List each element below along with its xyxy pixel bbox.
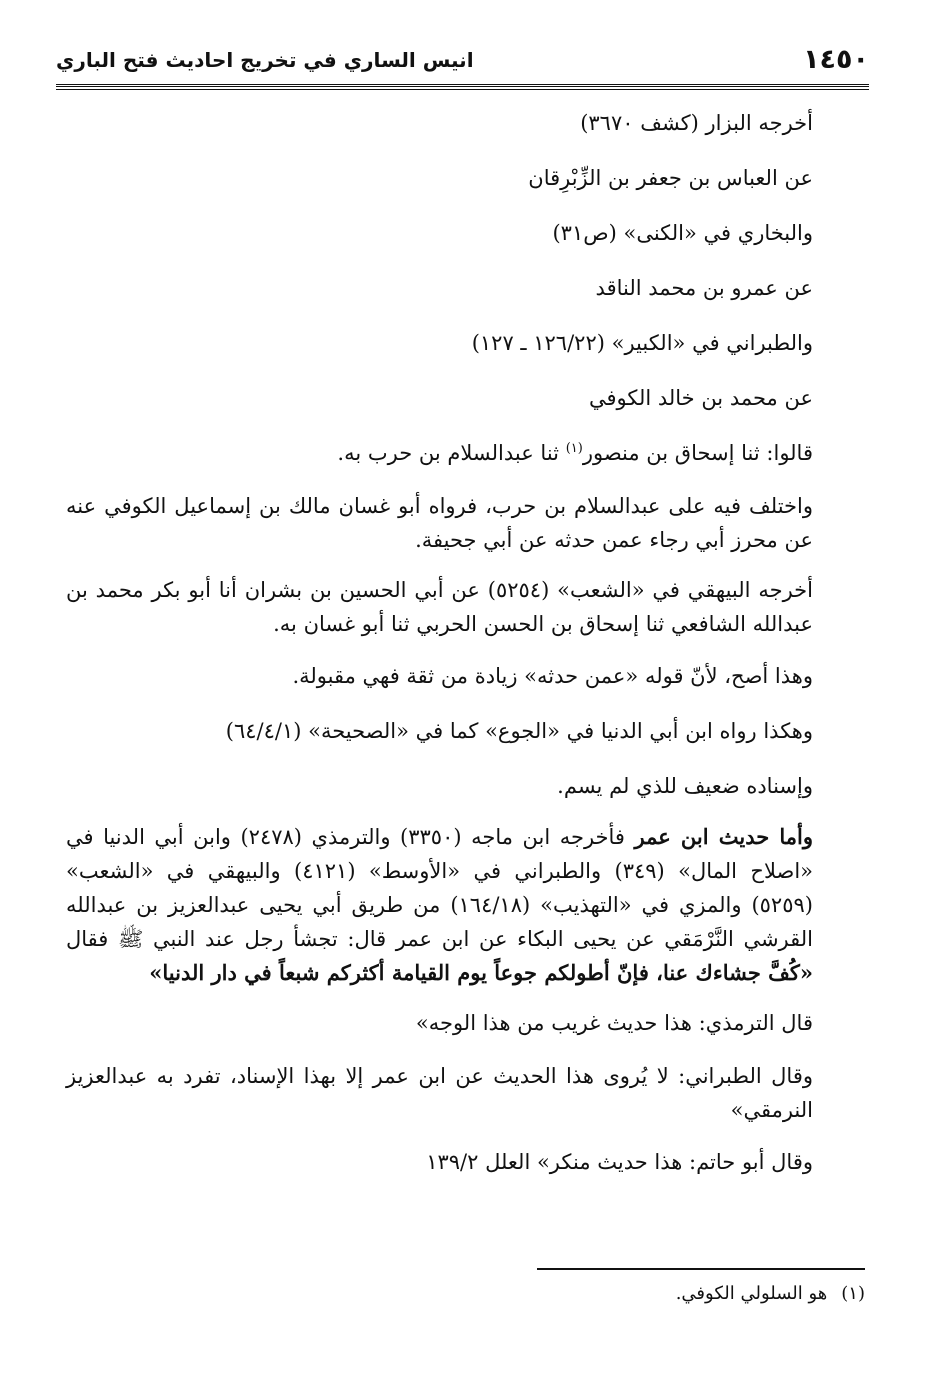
paragraph-bayhaqi: أخرجه البيهقي في «الشعب» (٥٢٥٤) عن أبي الحسين بن بشران أنا أبو بكر محمد بن عبدالله الشافعي ثنا إسحاق بن الحسن الحربي ثنا أبو غسان به. xyxy=(66,578,813,636)
footnote-number: (١) xyxy=(841,1283,865,1304)
paragraph-ibn-umar xyxy=(66,814,865,996)
hadith-intro: وأما حديث ابن عمر xyxy=(634,824,813,849)
text-line: قال الترمذي: هذا حديث غريب من هذا الوجه» xyxy=(415,1011,813,1035)
hadith-matn: «كُفَّ جشاءك عنا، فإنّ أطولكم جوعاً يوم القيامة أكثركم شبعاً في دار الدنيا» xyxy=(149,960,813,985)
text-line: والطبراني في «الكبير» (١٢٦/٢٢ ـ ١٢٧) xyxy=(471,331,813,355)
page-header xyxy=(56,40,869,84)
qalu-line xyxy=(66,426,865,481)
text-line: وهذا أصح، لأنّ قوله «عمن حدثه» زيادة من ثقة فهي مقبولة. xyxy=(292,664,813,688)
page-number: ١٤٥٠ xyxy=(803,44,869,75)
paragraph-tabarani: وقال الطبراني: لا يُروى هذا الحديث عن ابن عمر إلا بهذا الإسناد، تفرد به عبدالعزيز النرمقي» xyxy=(66,1064,813,1122)
header-divider xyxy=(56,84,869,90)
text-line: عن عمرو بن محمد الناقد xyxy=(595,276,813,300)
footnote-divider xyxy=(537,1268,865,1270)
footnote-text: هو السلولي الكوفي. xyxy=(675,1283,828,1304)
text-line: والبخاري في «الكنى» (ص٣١) xyxy=(552,221,813,245)
text-line: عن محمد بن خالد الكوفي xyxy=(588,386,813,410)
text-line: عن العباس بن جعفر بن الزِّبْرِقان xyxy=(528,166,813,190)
text-line: وهكذا رواه ابن أبي الدنيا في «الجوع» كما في «الصحيحة» (٦٤/٤/١) xyxy=(225,719,813,743)
qalu-text: قالوا: ثنا إسحاق بن منصور xyxy=(582,441,813,465)
hadith-takhrij: فأخرجه ابن ماجه (٣٣٥٠) والترمذي (٢٤٧٨) وابن أبي الدنيا في «اصلاح المال» (٣٤٩) والطبراني في «الأوسط» (٤١٢١) والبيهقي في «الشعب» (٥٢٥٩) والمزي في «التهذيب» (١٦٤/١٨) من طريق أبي يحيى عبدالعزيز بن عبدالله القرشي النَّرْمَقي عن يحيى البكاء عن ابن عمر قال: تجشأ رجل عند النبي ﷺ فقال xyxy=(66,825,814,951)
main-text xyxy=(66,96,865,1190)
text-line: أخرجه البزار (كشف ٣٦٧٠) xyxy=(580,111,813,135)
text-line: وقال أبو حاتم: هذا حديث منكر» العلل ١٣٩/٢ xyxy=(426,1150,813,1174)
qalu-text-end: ثنا عبدالسلام بن حرب به. xyxy=(337,441,566,465)
text-line: وإسناده ضعيف للذي لم يسم. xyxy=(557,774,813,798)
footnote-marker: (١) xyxy=(565,441,583,456)
paragraph-ikhtalaf: واختلف فيه على عبدالسلام بن حرب، فرواه أبو غسان مالك بن إسماعيل الكوفي عنه عن محرز أبي رجاء عمن حدثه عن أبي جحيفة. xyxy=(66,494,813,552)
footnote xyxy=(676,1280,865,1308)
running-title: انيس الساري في تخريج احاديث فتح الباري xyxy=(56,48,474,72)
